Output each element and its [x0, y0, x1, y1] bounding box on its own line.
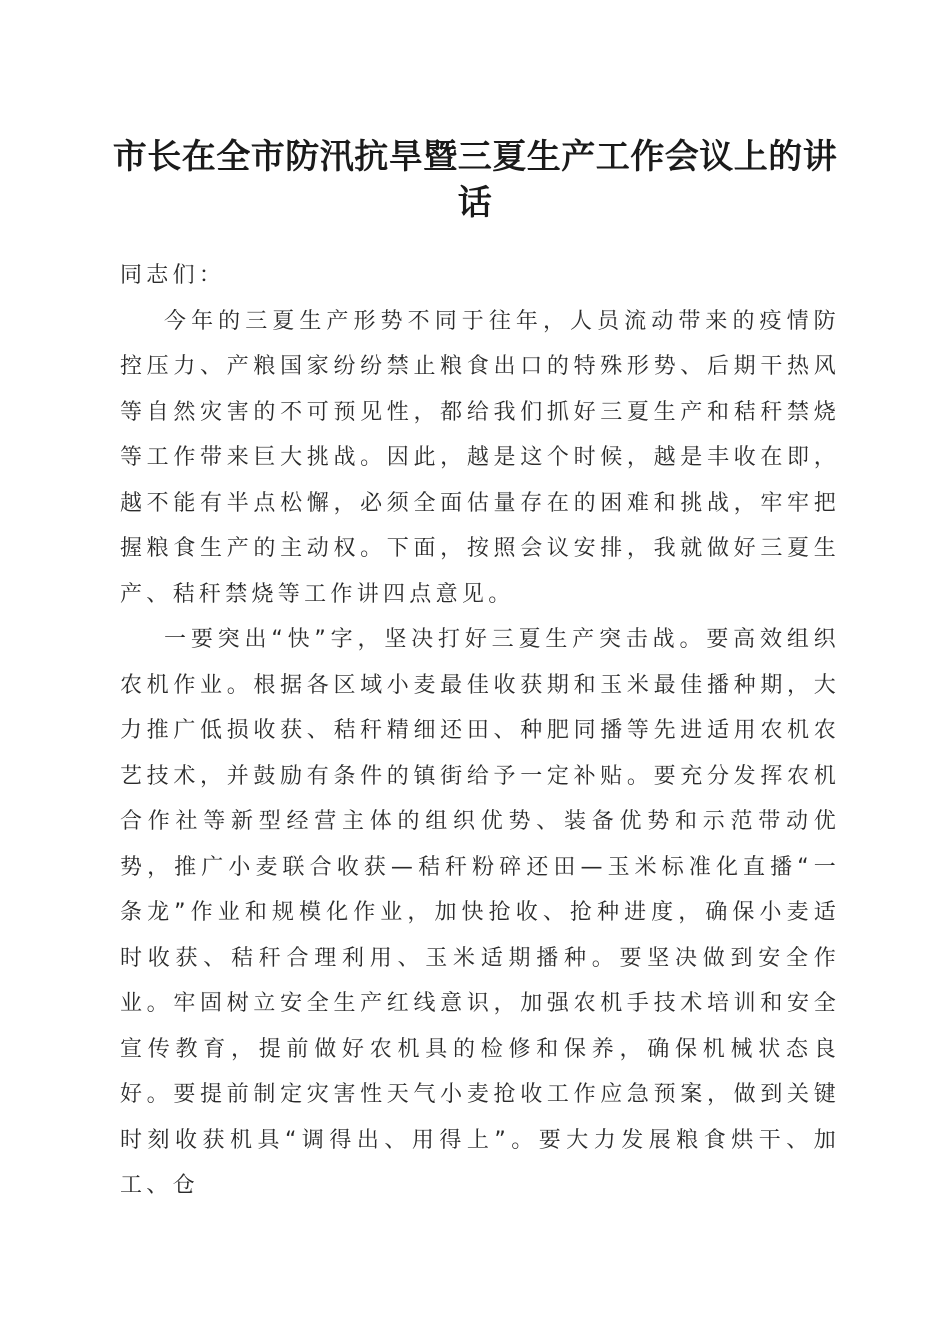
- salutation: 同志们：: [120, 263, 226, 288]
- document-title: 市长在全市防汛抗旱暨三夏生产工作会议上的讲话: [112, 137, 838, 223]
- paragraph: 一要突出“快”字，坚决打好三夏生产突击战。要高效组织农机作业。根据各区域小麦最佳收获期和玉米最佳播种期，大力推广低损收获、秸秆精细还田、种肥同播等先进适用农机农艺技术，并鼓励有条件的镇街给予一定补贴。要充分发挥农机合作社等新型经营主体的组织优势、装备优势和示范带动优势，推广小麦联合收获—秸秆粉碎还田—玉米标准化直播“一条龙”作业和规模化作业，加快抢收、抢种进度，确保小麦适时收获、秸秆合理利用、玉米适期播种。要坚决做到安全作业。牢固树立安全生产红线意识，加强农机手技术培训和安全宣传教育，提前做好农机具的检修和保养，确保机械状态良好。要提前制定灾害性天气小麦抢收工作应急预案，做到关键时刻收获机具“调得出、用得上”。要大力发展粮食烘干、加工、仓: [120, 627, 840, 1198]
- document-body: [120, 253, 840, 1209]
- paragraph: 今年的三夏生产形势不同于往年，人员流动带来的疫情防控压力、产粮国家纷纷禁止粮食出口的特殊形势、后期干热风等自然灾害的不可预见性，都给我们抓好三夏生产和秸秆禁烧等工作带来巨大挑战。因此，越是这个时候，越是丰收在即，越不能有半点松懈，必须全面估量存在的困难和挑战，牢牢把握粮食生产的主动权。下面，按照会议安排，我就做好三夏生产、秸秆禁烧等工作讲四点意见。: [120, 308, 840, 607]
